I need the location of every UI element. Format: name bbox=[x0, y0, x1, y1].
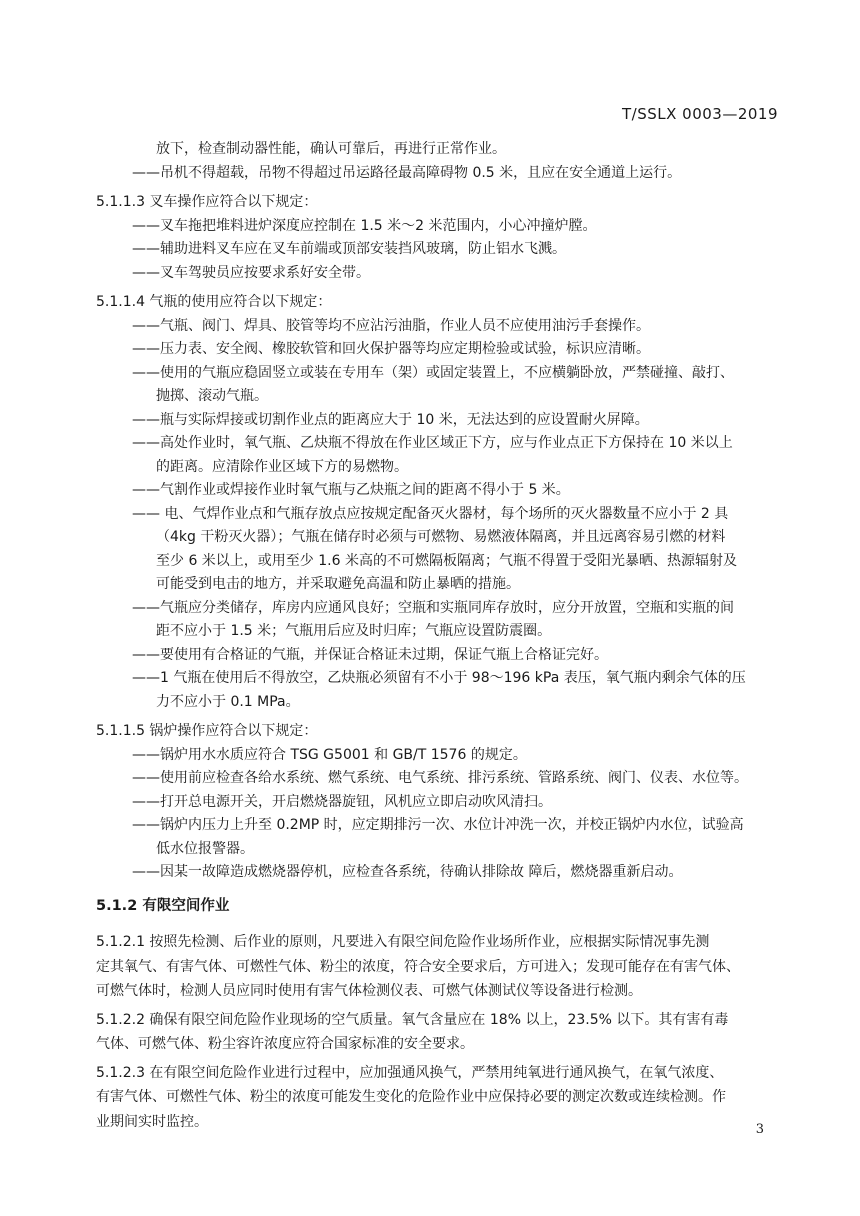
clause-heading: 5.1.1.4 气瓶的使用应符合以下规定： bbox=[96, 294, 332, 310]
text-line: ——要使用有合格证的气瓶，并保证合格证未过期，保证气瓶上合格证完好。 bbox=[132, 646, 608, 663]
paragraph-line: 5.1.2.3 在有限空间危险作业进行过程中，应加强通风换气，严禁用纯氧进行通风换气，在氧气浓度、 bbox=[96, 1064, 724, 1081]
text-line: ——辅助进料叉车应在叉车前端或顶部安装挡风玻璃，防止铝水飞溅。 bbox=[132, 241, 566, 257]
paragraph bbox=[96, 1008, 776, 1057]
paragraph bbox=[96, 930, 776, 1004]
text-line: ——高处作业时，氧气瓶、乙炔瓶不得放在作业区域正下方，应与作业点正下方保持在 10 米以上 bbox=[132, 435, 733, 451]
text-line: ——使用的气瓶应稳固竖立或装在专用车（架）或固定装置上，不应横躺卧放，严禁碰撞、敲打、 bbox=[132, 364, 734, 381]
text-line: ——瓶与实际焊接或切割作业点的距离应大于 10 米，无法达到的应设置耐火屏障。 bbox=[132, 411, 649, 428]
text-line: ——打开总电源开关，开启燃烧器旋钮，风机应立即启动吹风清扫。 bbox=[132, 793, 552, 810]
text-line: ——压力表、安全阀、橡胶软管和回火保护器等均应定期检验或试验，标识应清晰。 bbox=[132, 341, 650, 357]
text-line: ——气割作业或焊接作业时氧气瓶与乙炔瓶之间的距离不得小于 5 米。 bbox=[132, 482, 570, 498]
text-line: ——叉车驾驶员应按要求系好安全带。 bbox=[132, 264, 370, 281]
paragraph-line: 有害气体、可燃性气体、粉尘的浓度可能发生变化的危险作业中应保持必要的测定次数或连续检测。作 bbox=[96, 1089, 726, 1105]
text-line: 可能受到电击的地方，并采取避免高温和防止暴晒的措施。 bbox=[156, 576, 520, 592]
clause-heading: 5.1.1.5 锅炉操作应符合以下规定： bbox=[96, 723, 318, 739]
text-line: 力不应小于 0.1 MPa。 bbox=[156, 693, 300, 710]
paragraph bbox=[96, 1061, 776, 1135]
text-line: ——气瓶应分类储存，库房内应通风良好；空瓶和实瓶同库存放时，应分开放置，空瓶和实瓶的间 bbox=[132, 599, 734, 616]
paragraph-line: 业期间实时监控。 bbox=[96, 1113, 208, 1130]
text-line: —— 电、气焊作业点和气瓶存放点应按规定配备灭火器材，每个场所的灭火器数量不应小于 2 具 bbox=[132, 505, 729, 522]
page-number: 3 bbox=[755, 1122, 764, 1137]
text-line: 抛掷、滚动气瓶。 bbox=[156, 388, 268, 404]
text-line: ——叉车拖把堆料进炉深度应控制在 1.5 米～2 米范围内，小心冲撞炉膛。 bbox=[132, 217, 597, 234]
text-line: 距不应小于 1.5 米；气瓶用后应及时归库；气瓶应设置防震圈。 bbox=[156, 623, 552, 639]
text-line: ——锅炉用水水质应符合 TSG G5001 和 GB/T 1576 的规定。 bbox=[132, 746, 527, 763]
clause-heading: 5.1.1.3 叉车操作应符合以下规定： bbox=[96, 194, 318, 210]
text-line: （4kg 干粉灭火器）；气瓶在储存时必须与可燃物、易燃液体隔离，并且远离容易引燃的材料 bbox=[156, 529, 726, 545]
paragraph-line: 定其氧气、有害气体、可燃性气体、粉尘的浓度，符合安全要求后，方可进入；发现可能存在有害气体、 bbox=[96, 958, 740, 975]
paragraph-list bbox=[96, 930, 776, 1134]
standard-code: T/SSLX 0003—2019 bbox=[621, 105, 778, 123]
text-line: ——锅炉内压力上升至 0.2MP 时，应定期排污一次、水位计冲洗一次，并校正锅炉内水位，试验高 bbox=[132, 817, 744, 833]
paragraph-line: 气体、可燃气体、粉尘容许浓度应符合国家标准的安全要求。 bbox=[96, 1036, 474, 1052]
text-line: ——气瓶、阀门、焊具、胶管等均不应沾污油脂，作业人员不应使用油污手套操作。 bbox=[132, 317, 650, 334]
section-heading: 5.1.2 有限空间作业 bbox=[96, 897, 230, 914]
text-line: ——1 气瓶在使用后不得放空，乙炔瓶必须留有不小于 98～196 kPa 表压，氧气瓶内剩余气体的压 bbox=[132, 670, 746, 686]
page-content bbox=[96, 138, 776, 1134]
text-line: 的距离。应清除作业区域下方的易燃物。 bbox=[156, 458, 408, 475]
text-line: ——因某一故障造成燃烧器停机，应检查各系统，待确认排除故 障后，燃烧器重新启动。 bbox=[132, 864, 683, 880]
text-line: 放下，检查制动器性能，确认可靠后，再进行正常作业。 bbox=[156, 141, 506, 157]
text-line: 低水位报警器。 bbox=[156, 840, 254, 857]
clause-list bbox=[96, 138, 776, 885]
paragraph-line: 5.1.2.2 确保有限空间危险作业现场的空气质量。氧气含量应在 18% 以上，23.5% 以下。其有害有毒 bbox=[96, 1011, 729, 1028]
text-line: 至少 6 米以上，或用至少 1.6 米高的不可燃隔板隔离；气瓶不得置于受阳光暴晒、热源辐射及 bbox=[156, 552, 737, 569]
paragraph-line: 5.1.2.1 按照先检测、后作业的原则，凡要进入有限空间危险作业场所作业，应根据实际情况事先测 bbox=[96, 934, 710, 950]
text-line: ——使用前应检查各给水系统、燃气系统、电气系统、排污系统、管路系统、阀门、仪表、水位等。 bbox=[132, 770, 748, 786]
paragraph-line: 可燃气体时，检测人员应同时使用有害气体检测仪表、可燃气体测试仪等设备进行检测。 bbox=[96, 983, 642, 999]
text-line: ——吊机不得超载，吊物不得超过吊运路径最高障碍物 0.5 米，且应在安全通道上运行。 bbox=[132, 164, 682, 181]
